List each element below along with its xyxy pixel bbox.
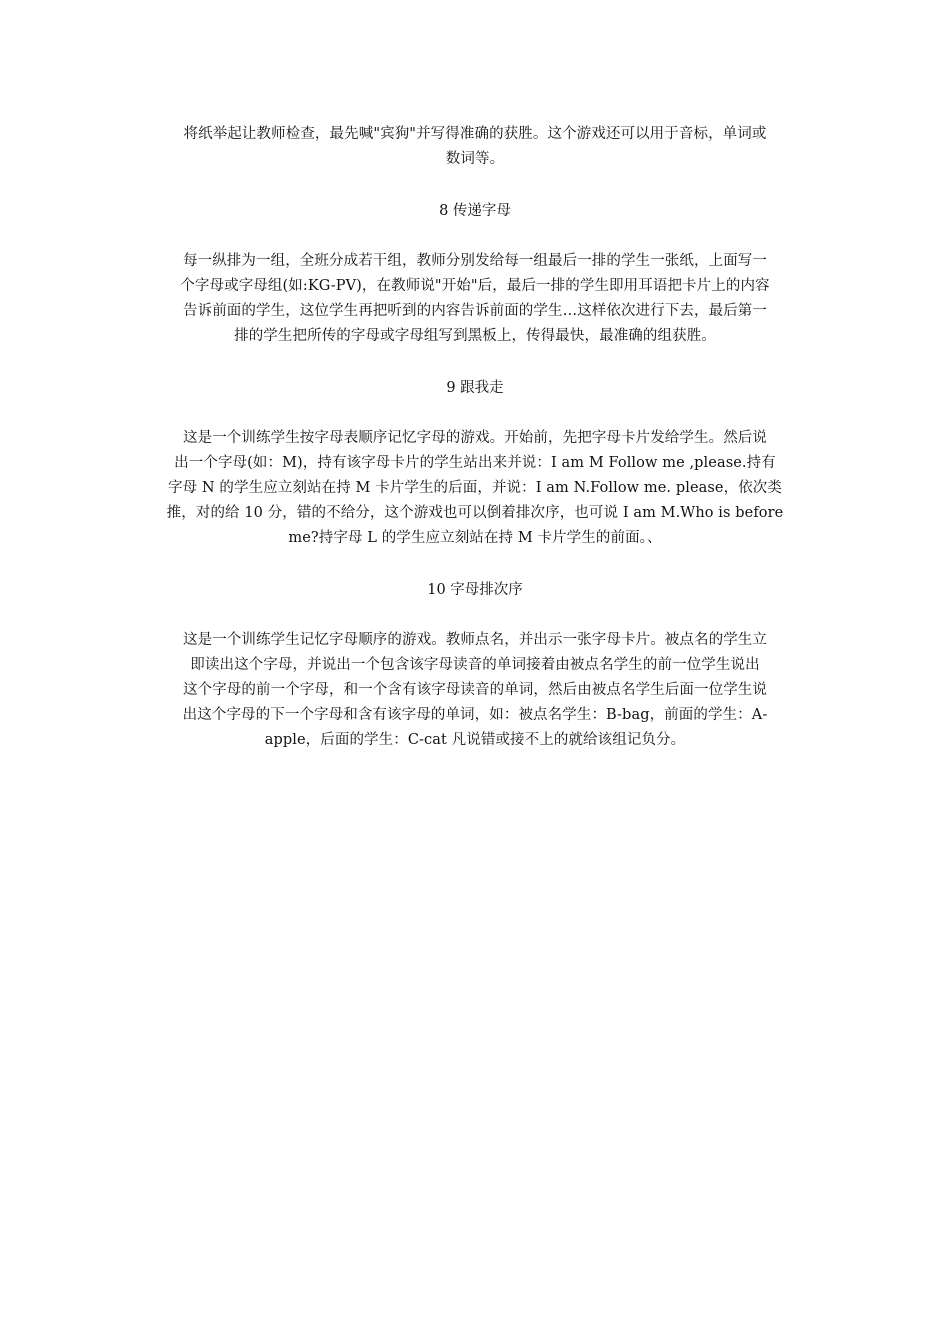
text-line: 数词等。 (445, 151, 505, 167)
section-body-pass-letters (140, 249, 810, 349)
intro-paragraph (140, 122, 810, 172)
text-line: 推，对的给 10 分，错的不给分，这个游戏也可以倒着排次序，也可说 I am M.Who is before (166, 505, 784, 521)
document-page (140, 122, 810, 753)
section-body-letter-order (140, 628, 810, 753)
text-line: 出一个字母(如：M)，持有该字母卡片的学生站出来并说：I am M Follow me ,please.持有 (174, 455, 776, 471)
text-line: 将纸举起让教师检查，最先喊"宾狗"并写得准确的获胜。这个游戏还可以用于音标，单词或 (183, 126, 767, 142)
text-line: 排的学生把所传的字母或字母组写到黑板上，传得最快，最准确的组获胜。 (234, 328, 716, 344)
text-line: 这是一个训练学生按字母表顺序记忆字母的游戏。开始前，先把字母卡片发给学生。然后说 (183, 430, 767, 446)
text-line: 字母 N 的学生应立刻站在持 M 卡片学生的后面，并说：I am N.Follow me. please，依次类 (167, 480, 783, 496)
text-line: 个字母或字母组(如:KG-PV)，在教师说"开始"后，最后一排的学生即用耳语把卡片上的内容 (180, 278, 770, 294)
text-line: 出这个字母的下一个字母和含有该字母的单词，如：被点名学生：B-bag，前面的学生：A- (182, 707, 768, 723)
text-line: 即读出这个字母，并说出一个包含该字母读音的单词接着由被点名学生的前一位学生说出 (190, 657, 760, 673)
section-heading-follow-me: 9 跟我走 (446, 380, 504, 396)
text-line: 告诉前面的学生，这位学生再把听到的内容告诉前面的学生…这样依次进行下去，最后第一 (183, 303, 767, 319)
text-line: apple，后面的学生：C-cat 凡说错或接不上的就给该组记负分。 (264, 732, 686, 748)
section-heading-pass-letters: 8 传递字母 (439, 203, 511, 219)
text-line: 这是一个训练学生记忆字母顺序的游戏。教师点名，并出示一张字母卡片。被点名的学生立 (183, 632, 767, 648)
text-line: me?持字母 L 的学生应立刻站在持 M 卡片学生的前面。、 (288, 530, 662, 546)
section-body-follow-me (140, 426, 810, 551)
text-line: 每一纵排为一组，全班分成若干组，教师分别发给每一组最后一排的学生一张纸，上面写一 (183, 253, 767, 269)
text-line: 这个字母的前一个字母，和一个含有该字母读音的单词，然后由被点名学生后面一位学生说 (183, 682, 767, 698)
section-heading-letter-order: 10 字母排次序 (427, 582, 523, 598)
